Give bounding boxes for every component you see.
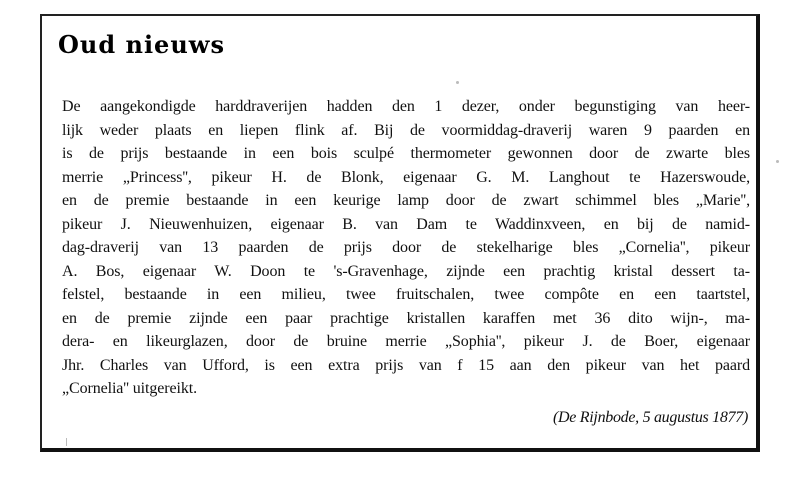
- article-line: Jhr. Charles van Ufford, is een extra prijs van f 15 aan den pikeur van het paard: [62, 356, 750, 374]
- article-line: is de prijs bestaande in een bois sculpé thermometer gewonnen door de zwarte bles: [62, 145, 750, 162]
- article-line: „Cornelia'' uitgereikt.: [62, 380, 197, 397]
- article-line: A. Bos, eigenaar W. Doon te 's-Gravenhage, zijnde een prachtig kristal dessert ta-: [62, 262, 750, 280]
- article-line: pikeur J. Nieuwenhuizen, eigenaar B. van Dam te Waddinxveen, en bij de namid-: [62, 215, 750, 233]
- scan-speck: [456, 81, 459, 84]
- article-body: [62, 95, 750, 401]
- article-source: (De Rijnbode, 5 augustus 1877): [553, 409, 748, 426]
- article-title: Oud nieuws: [58, 30, 225, 59]
- article-line: en de premie zijnde een paar prachtige kristallen karaffen met 36 dito wijn-, ma-: [62, 309, 750, 327]
- article-line: merrie „Princess'', pikeur H. de Blonk, eigenaar G. M. Langhout te Hazerswoude,: [62, 168, 750, 186]
- article-line: en de premie bestaande in een keurige lamp door de zwart schimmel bles „Marie'',: [62, 192, 750, 209]
- article-line: felstel, bestaande in een milieu, twee fruitschalen, twee compôte en een taartstel,: [62, 286, 750, 303]
- article-line: dag-draverij van 13 paarden de prijs door de stekelharige bles „Cornelia'', pikeur: [62, 239, 750, 256]
- scan-speck: [776, 160, 779, 163]
- article-line: De aangekondigde harddraverijen hadden den 1 dezer, onder begunstiging van heer-: [62, 98, 750, 115]
- article-line: lijk weder plaats en liepen flink af. Bij de voormiddag-draverij waren 9 paarden en: [62, 121, 750, 139]
- scan-speck: [66, 438, 67, 446]
- article-line: dera- en likeurglazen, door de bruine merrie „Sophia'', pikeur J. de Boer, eigenaar: [62, 333, 750, 350]
